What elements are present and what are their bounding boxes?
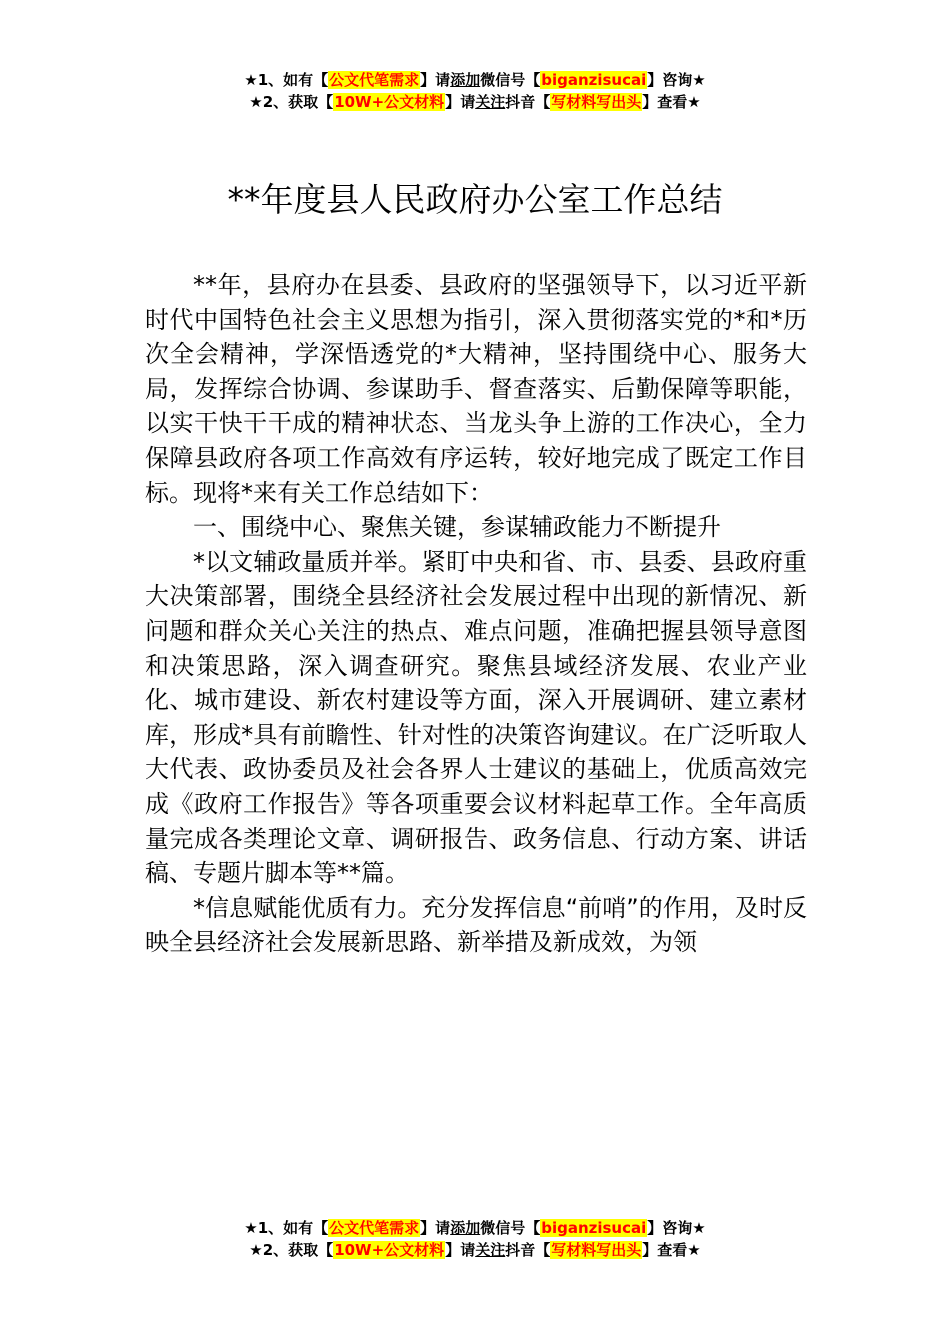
promo-line-2-highlight-douyin: 写材料写出头 — [551, 93, 642, 111]
document-body — [145, 268, 807, 960]
promo-line-1-highlight-service: 公文代笔需求 — [329, 71, 420, 89]
promo-line-2-prefix: ★2、获取【 — [249, 93, 334, 111]
promo-line-2-emphasis: 关注 — [475, 1241, 506, 1259]
promo-line-2-text-2: 抖音【 — [505, 1241, 551, 1259]
promo-line-1-emphasis: 添加 — [450, 71, 481, 89]
body-paragraph-intro: **年，县府办在县委、县政府的坚强领导下，以习近平新时代中国特色社会主义思想为指引，深入贯彻落实党的*和*历次全会精神，学深悟透党的*大精神，坚持围绕中心、服务大局，发挥综合协调、参谋助手、督查落实、后勤保障等职能，以实干快干干成的精神状态、当龙头争上游的工作决心，全力保障县政府各项工作高效有序运转，较好地完成了既定工作目标。现将*来有关工作总结如下： — [145, 271, 807, 507]
promo-line-2 — [0, 1239, 950, 1261]
promo-line-2-text: 】请 — [445, 93, 476, 111]
promo-line-1-text-2: 微信号【 — [480, 71, 541, 89]
promo-line-1-text-2: 微信号【 — [480, 1219, 541, 1237]
header-promo-banner — [0, 69, 950, 113]
document-title: **年度县人民政府办公室工作总结 — [227, 180, 723, 219]
promo-line-1-text: 】请 — [420, 1219, 451, 1237]
promo-line-1-emphasis: 添加 — [450, 1219, 481, 1237]
body-paragraph-writing: *以文辅政量质并举。紧盯中央和省、市、县委、县政府重大决策部署，围绕全县经济社会发展过程中出现的新情况、新问题和群众关心关注的热点、难点问题，准确把握县领导意图和决策思路，深入调查研究。聚焦县域经济发展、农业产业化、城市建设、新农村建设等方面，深入开展调研、建立素材库，形成*具有前瞻性、针对性的决策咨询建议。在广泛听取人大代表、政协委员及社会各界人士建议的基础上，优质高效完成《政府工作报告》等各项重要会议材料起草工作。全年高质量完成各类理论文章、调研报告、政务信息、行动方案、讲话稿、专题片脚本等**篇。 — [145, 547, 807, 888]
footer-promo-banner — [0, 1217, 950, 1261]
promo-line-2-text-2: 抖音【 — [505, 93, 551, 111]
promo-line-1-highlight-service: 公文代笔需求 — [329, 1219, 420, 1237]
promo-line-2-highlight-douyin: 写材料写出头 — [551, 1241, 642, 1259]
promo-line-1-prefix: ★1、如有【 — [244, 71, 329, 89]
promo-line-2-prefix: ★2、获取【 — [249, 1241, 334, 1259]
promo-line-1-suffix: 】咨询★ — [647, 71, 706, 89]
promo-line-2-suffix: 】查看★ — [642, 93, 701, 111]
promo-line-2-highlight-materials: 10W+公文材料 — [334, 93, 445, 111]
promo-line-1 — [0, 69, 950, 91]
promo-line-1-text: 】请 — [420, 71, 451, 89]
promo-line-2-suffix: 】查看★ — [642, 1241, 701, 1259]
promo-line-1-prefix: ★1、如有【 — [244, 1219, 329, 1237]
section-heading-1: 一、围绕中心、聚焦关键，参谋辅政能力不断提升 — [193, 513, 721, 542]
promo-line-2-text: 】请 — [445, 1241, 476, 1259]
promo-line-1-suffix: 】咨询★ — [647, 1219, 706, 1237]
promo-line-2 — [0, 91, 950, 113]
promo-line-1-highlight-wechat: biganzisucai — [541, 1219, 647, 1237]
body-paragraph-information: *信息赋能优质有力。充分发挥信息“前哨”的作用，及时反映全县经济社会发展新思路、新举措及新成效，为领 — [145, 893, 807, 957]
promo-line-2-emphasis: 关注 — [475, 93, 506, 111]
promo-line-2-highlight-materials: 10W+公文材料 — [334, 1241, 445, 1259]
promo-line-1 — [0, 1217, 950, 1239]
promo-line-1-highlight-wechat: biganzisucai — [541, 71, 647, 89]
